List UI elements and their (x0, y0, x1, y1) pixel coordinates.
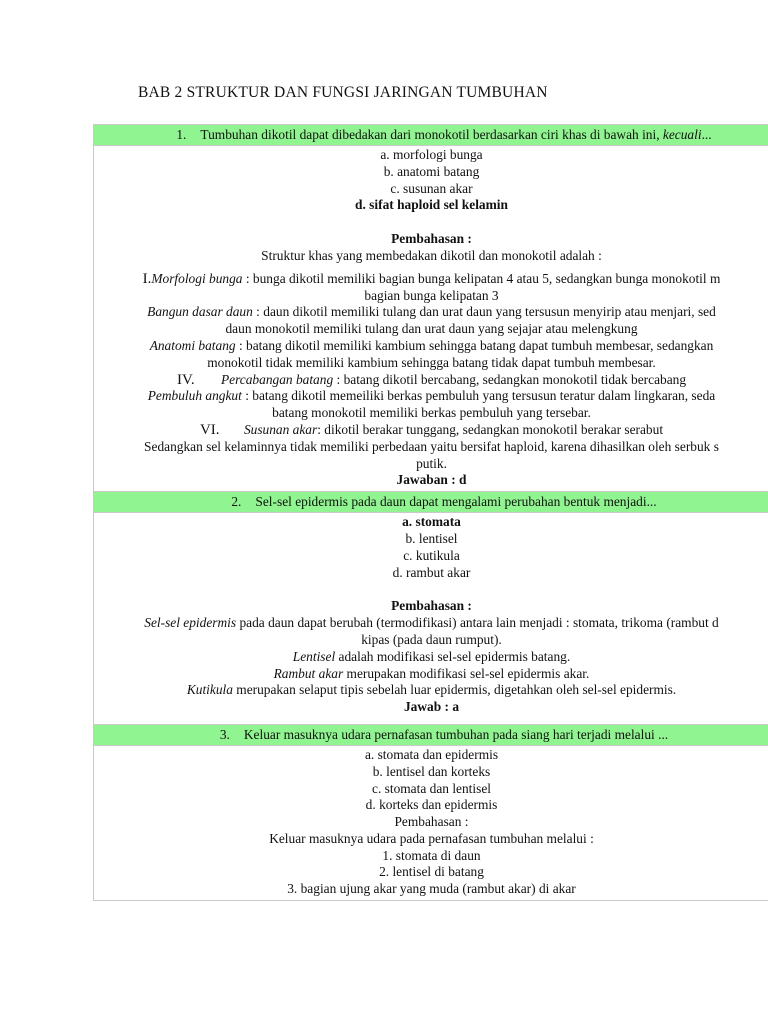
question-1-header (94, 124, 768, 146)
question-text: Sel-sel epidermis pada daun dapat mengalami perubahan bentuk menjadi... (255, 494, 657, 510)
item-text: merupakan modifikasi sel-sel epidermis akar. (343, 665, 590, 681)
question-number: 1. (176, 127, 187, 142)
explanation-note-cont: putik. (416, 455, 447, 471)
explanation-item-6 (94, 422, 768, 439)
pembahasan-label: Pembahasan : (391, 598, 472, 614)
option: a. stomata dan epidermis (364, 746, 499, 762)
question-ellipsis: ... (701, 127, 712, 142)
pembahasan-label: Pembahasan : (391, 231, 472, 247)
explanation-item-4 (94, 372, 768, 389)
explanation-line-1 (94, 615, 768, 632)
question-2-body (94, 513, 768, 724)
term: Bangun dasar daun (147, 304, 253, 320)
explanation-intro: Keluar masuknya udara pada pernafasan tumbuhan melalui : (269, 830, 594, 846)
roman-numeral: IV. (176, 371, 195, 388)
answer: Jawaban : d (396, 472, 467, 488)
question-text: Tumbuhan dikotil dapat dibedakan dari monokotil berdasarkan ciri khas di bawah ini, (200, 127, 663, 142)
answer: Jawab : a (403, 699, 460, 715)
pembahasan-label: Pembahasan : (394, 814, 469, 830)
question-number: 2. (231, 494, 242, 510)
explanation-line-4 (94, 682, 768, 699)
correct-option: d. sifat haploid sel kelamin (355, 197, 508, 213)
explanation-point: 2. lentisel di batang (379, 864, 484, 880)
question-number: 3. (219, 726, 230, 742)
term: Morfologi bunga (151, 270, 243, 286)
option: d. korteks dan epidermis (365, 797, 498, 813)
explanation-intro: Struktur khas yang membedakan dikotil dan monokotil adalah : (261, 247, 602, 263)
item-text: : batang dikotil memeiliki berkas pembuluh yang tersusun teratur dalam lingkaran, seda (241, 388, 716, 404)
option: c. stomata dan lentisel (372, 780, 491, 796)
explanation-point: 1. stomata di daun (382, 847, 481, 863)
explanation-item-5-cont: batang monokotil memiliki berkas pembuluh yang tersebar. (272, 405, 591, 421)
explanation-note: Sedangkan sel kelaminnya tidak memiliki perbedaan yaitu bersifat haploid, karena dihasilkan oleh serbuk s (144, 438, 719, 454)
option: c. susunan akar (390, 180, 473, 196)
option: a. morfologi bunga (380, 147, 483, 162)
term: Sel-sel epidermis (144, 615, 237, 631)
explanation-item-2-cont: daun monokotil memiliki tulang dan urat daun yang sejajar atau melengkung (225, 321, 638, 337)
item-text: adalah modifikasi sel-sel epidermis batang. (335, 648, 571, 664)
question-2-header (94, 491, 768, 513)
term: Kutikula (186, 682, 233, 698)
explanation-item-1-cont: bagian bunga kelipatan 3 (364, 287, 499, 303)
item-text: pada daun dapat berubah (termodifikasi) antara lain menjadi : stomata, trikoma (rambut d (236, 615, 719, 631)
item-text: : dikotil berakar tunggang, sedangkan monokotil berakar serabut (317, 421, 664, 437)
question-table (93, 124, 768, 901)
question-emphasis: kecuali (662, 127, 702, 142)
roman-numeral: I. (142, 270, 152, 287)
term: Pembuluh angkut (147, 388, 242, 404)
explanation-point: 3. bagian ujung akar yang muda (rambut akar) di akar (287, 881, 576, 897)
explanation-item-1 (94, 271, 768, 288)
explanation-item-2 (94, 304, 768, 321)
explanation-line-1-cont: kipas (pada daun rumput). (361, 631, 502, 647)
option: b. lentisel dan korteks (372, 763, 491, 779)
question-text: Keluar masuknya udara pernafasan tumbuhan pada siang hari terjadi melalui ... (243, 726, 669, 742)
option: d. rambut akar (392, 564, 471, 580)
explanation-item-3-cont: monokotil tidak memiliki kambium sehingga batang tidak dapat tumbuh membesar. (207, 354, 656, 370)
page-title: BAB 2 STRUKTUR DAN FUNGSI JARINGAN TUMBUHAN (138, 84, 548, 101)
item-text: : bunga dikotil memiliki bagian bunga kelipatan 4 atau 5, sedangkan bunga monokotil m (242, 270, 721, 286)
option: c. kutikula (403, 547, 460, 563)
explanation-line-3 (94, 666, 768, 683)
option: b. lentisel (405, 530, 458, 546)
question-1-body (94, 146, 768, 491)
item-text: : batang dikotil memiliki kambium sehingga batang dapat tumbuh membesar, sedangkan (235, 337, 714, 353)
explanation-item-5 (94, 388, 768, 405)
term: Anatomi batang (149, 337, 236, 353)
term: Susunan akar (243, 421, 318, 437)
question-3-body (94, 746, 768, 900)
term: Percabangan batang (220, 371, 334, 387)
roman-numeral: VI. (199, 421, 220, 438)
explanation-line-2 (94, 649, 768, 666)
term: Lentisel (292, 648, 336, 664)
question-3-header (94, 724, 768, 746)
item-text: : daun dikotil memiliki tulang dan urat daun yang tersusun menyirip atau menjari, sed (252, 304, 716, 320)
item-text: : batang dikotil bercabang, sedangkan monokotil tidak bercabang (333, 371, 687, 387)
option: b. anatomi batang (383, 163, 480, 179)
explanation-item-3 (94, 338, 768, 355)
correct-option: a. stomata (402, 514, 461, 530)
term: Rambut akar (273, 665, 344, 681)
item-text: merupakan selaput tipis sebelah luar epidermis, digetahkan oleh sel-sel epidermis. (232, 682, 677, 698)
